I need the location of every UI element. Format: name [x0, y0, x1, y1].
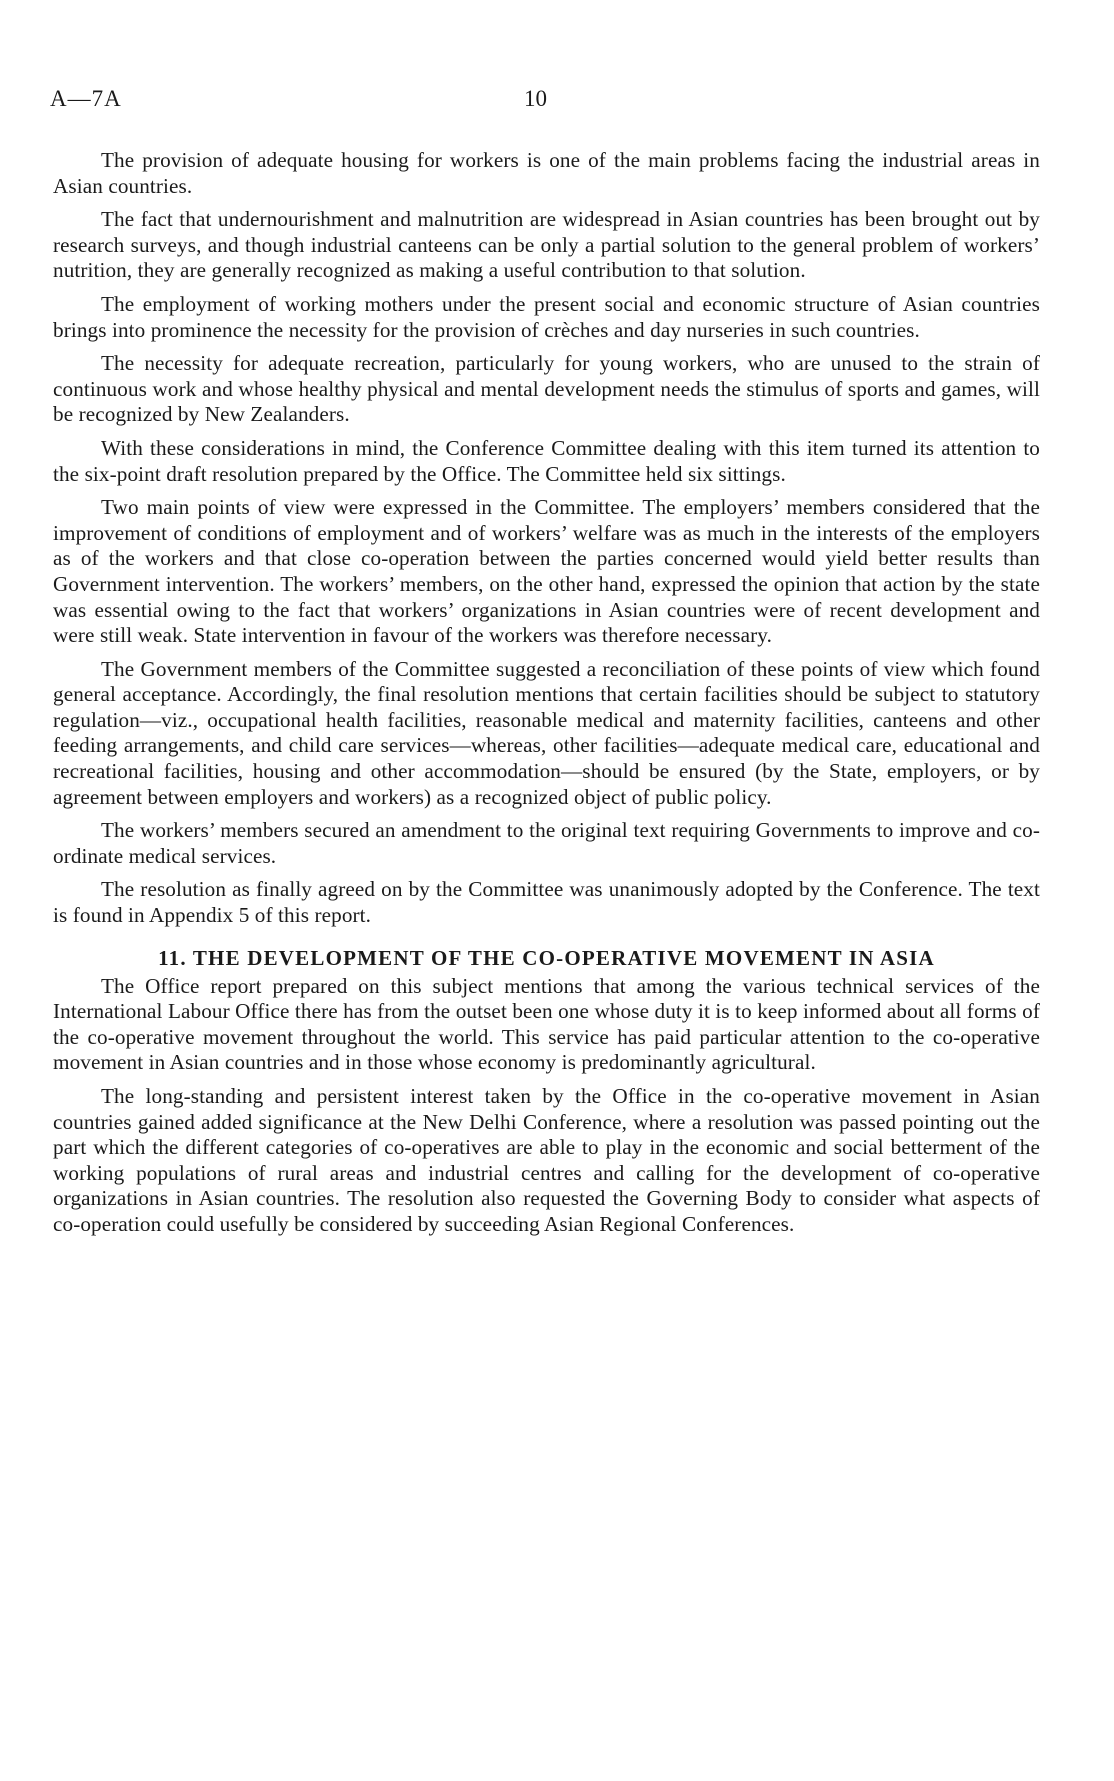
- paragraph-committee-attention: With these considerations in mind, the Conference Committee dealing with this item turned its attention to the six-point draft resolution prepared by the Office. The Committee held six sittings.: [53, 435, 1040, 486]
- paragraph-reconciliation: The Government members of the Committee suggested a reconciliation of these points of view which found general acceptance. Accordingly, the final resolution mentions that certain facilities should be subject to statutory regulation—viz., occupational health facilities, reasonable medical and maternity facilities, canteens and other feeding arrangements, and child care services—whereas, other facilities—adequate medical care, educational and recreational facilities, housing and other accommodation—should be ensured (by the State, employers, or by agreement between employers and workers) as a recognized object of public policy.: [53, 656, 1040, 809]
- body-text: [53, 148, 1040, 1246]
- page-header: [50, 86, 1050, 116]
- page-number: 10: [524, 86, 547, 111]
- paragraph-resolution-adopted: The resolution as finally agreed on by the Committee was unanimously adopted by the Conference. The text is found in Appendix 5 of this report.: [53, 877, 1040, 928]
- paragraph-amendment: The workers’ members secured an amendment to the original text requiring Governments to improve and co-ordinate medical services.: [53, 818, 1040, 868]
- paragraph-office-report: The Office report prepared on this subject mentions that among the various technical services of the International Labour Office there has from the outset been one whose duty it is to keep informed about all forms of the co-operative movement throughout the world. This service has paid particular attention to the co-operative movement in Asian countries and in those whose economy is predominantly agricultural.: [53, 973, 1040, 1075]
- paragraph-housing: The provision of adequate housing for workers is one of the main problems facing the industrial areas in Asian countries.: [53, 148, 1040, 198]
- section-heading: 11. THE DEVELOPMENT OF THE CO-OPERATIVE MOVEMENT IN ASIA: [158, 945, 935, 970]
- paragraph-recreation: The necessity for adequate recreation, particularly for young workers, who are unused to the strain of continuous work and whose healthy physical and mental development needs the stimulus of sports and games, will be recognized by New Zealanders.: [53, 351, 1040, 427]
- paragraph-nutrition: The fact that undernourishment and malnutrition are widespread in Asian countries has been brought out by research surveys, and though industrial canteens can be only a partial solution to the general problem of workers’ nutrition, they are generally recognized as making a useful contribution to that solution.: [53, 207, 1040, 283]
- paragraph-co-operative-interest: The long-standing and persistent interest taken by the Office in the co-operative movement in Asian countries gained added significance at the New Delhi Conference, where a resolution was passed pointing out the part which the different categories of co-operatives are able to play in the economic and social betterment of the working populations of rural areas and industrial centres and calling for the development of co-operative organizations in Asian countries. The resolution also requested the Governing Body to consider what aspects of co-operation could usefully be considered by succeeding Asian Regional Conferences.: [53, 1084, 1040, 1236]
- document-reference: A—7A: [50, 86, 122, 111]
- paragraph-points-of-view: Two main points of view were expressed in the Committee. The employers’ members considered that the improvement of conditions of employment and of workers’ welfare was as much in the interests of the employers as of the workers and that close co-operation between the parties concerned would yield better results than Government intervention. The workers’ members, on the other hand, expressed the opinion that action by the state was essential owing to the fact that workers’ organizations in Asian countries were of recent development and were still weak. State intervention in favour of the workers was therefore necessary.: [53, 495, 1040, 648]
- paragraph-working-mothers: The employment of working mothers under the present social and economic structure of Asian countries brings into prominence the necessity for the provision of crèches and day nurseries in such countries.: [53, 291, 1040, 342]
